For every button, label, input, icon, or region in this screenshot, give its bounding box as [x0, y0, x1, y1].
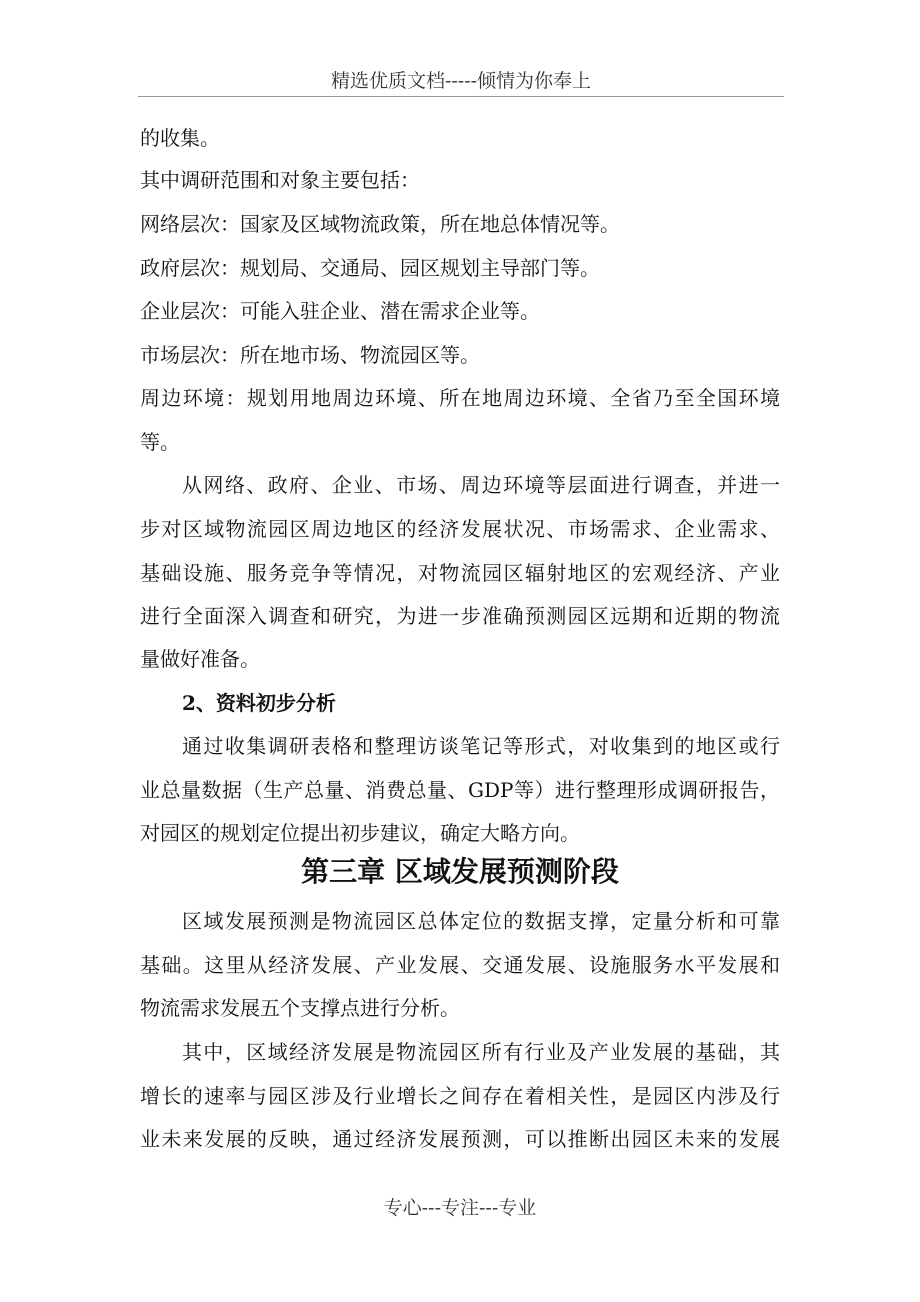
paragraph-line: 通过收集调研表格和整理访谈笔记等形式，对收集到的地区或行 — [182, 734, 780, 758]
text-line: 等。 — [140, 430, 180, 454]
text-line: 周边环境：规划用地周边环境、所在地周边环境、全省乃至全国环境 — [140, 386, 780, 410]
text-line: 的收集。 — [140, 126, 220, 150]
page-footer: 专心---专注---专业 — [383, 1197, 537, 1219]
paragraph-line: 物流需求发展五个支撑点进行分析。 — [140, 996, 460, 1020]
section-heading: 2、资料初步分析 — [182, 691, 336, 715]
text-line: 政府层次：规划局、交通局、园区规划主导部门等。 — [140, 256, 600, 280]
paragraph-line: 增长的速率与园区涉及行业增长之间存在着相关性，是园区内涉及行 — [140, 1084, 780, 1108]
paragraph-line: 进行全面深入调查和研究，为进一步准确预测园区远期和近期的物流 — [140, 604, 780, 628]
paragraph-line: 量做好准备。 — [140, 647, 260, 671]
text-line: 其中调研范围和对象主要包括： — [140, 168, 420, 192]
text-line: 市场层次：所在地市场、物流园区等。 — [140, 343, 480, 367]
chapter-title: 第三章 区域发展预测阶段 — [301, 855, 619, 888]
paragraph-line: 业未来发展的反映，通过经济发展预测，可以推断出园区未来的发展 — [140, 1127, 780, 1151]
text-line: 网络层次：国家及区域物流政策，所在地总体情况等。 — [140, 212, 620, 236]
paragraph-line: 业总量数据（生产总量、消费总量、GDP等）进行整理形成调研报告， — [140, 778, 780, 802]
paragraph-line: 步对区域物流园区周边地区的经济发展状况、市场需求、企业需求、 — [140, 517, 780, 541]
paragraph-line: 从网络、政府、企业、市场、周边环境等层面进行调查，并进一 — [182, 473, 780, 497]
paragraph-line: 基础设施、服务竞争等情况，对物流园区辐射地区的宏观经济、产业 — [140, 561, 780, 585]
paragraph-line: 其中，区域经济发展是物流园区所有行业及产业发展的基础，其 — [182, 1040, 780, 1064]
paragraph-line: 对园区的规划定位提出初步建议，确定大略方向。 — [140, 821, 580, 845]
paragraph-line: 基础。这里从经济发展、产业发展、交通发展、设施服务水平发展和 — [140, 953, 780, 977]
text-line: 企业层次：可能入驻企业、潜在需求企业等。 — [140, 299, 540, 323]
paragraph-line: 区域发展预测是物流园区总体定位的数据支撑，定量分析和可靠 — [182, 909, 780, 933]
page-header: 精选优质文档-----倾情为你奉上 — [138, 66, 784, 97]
